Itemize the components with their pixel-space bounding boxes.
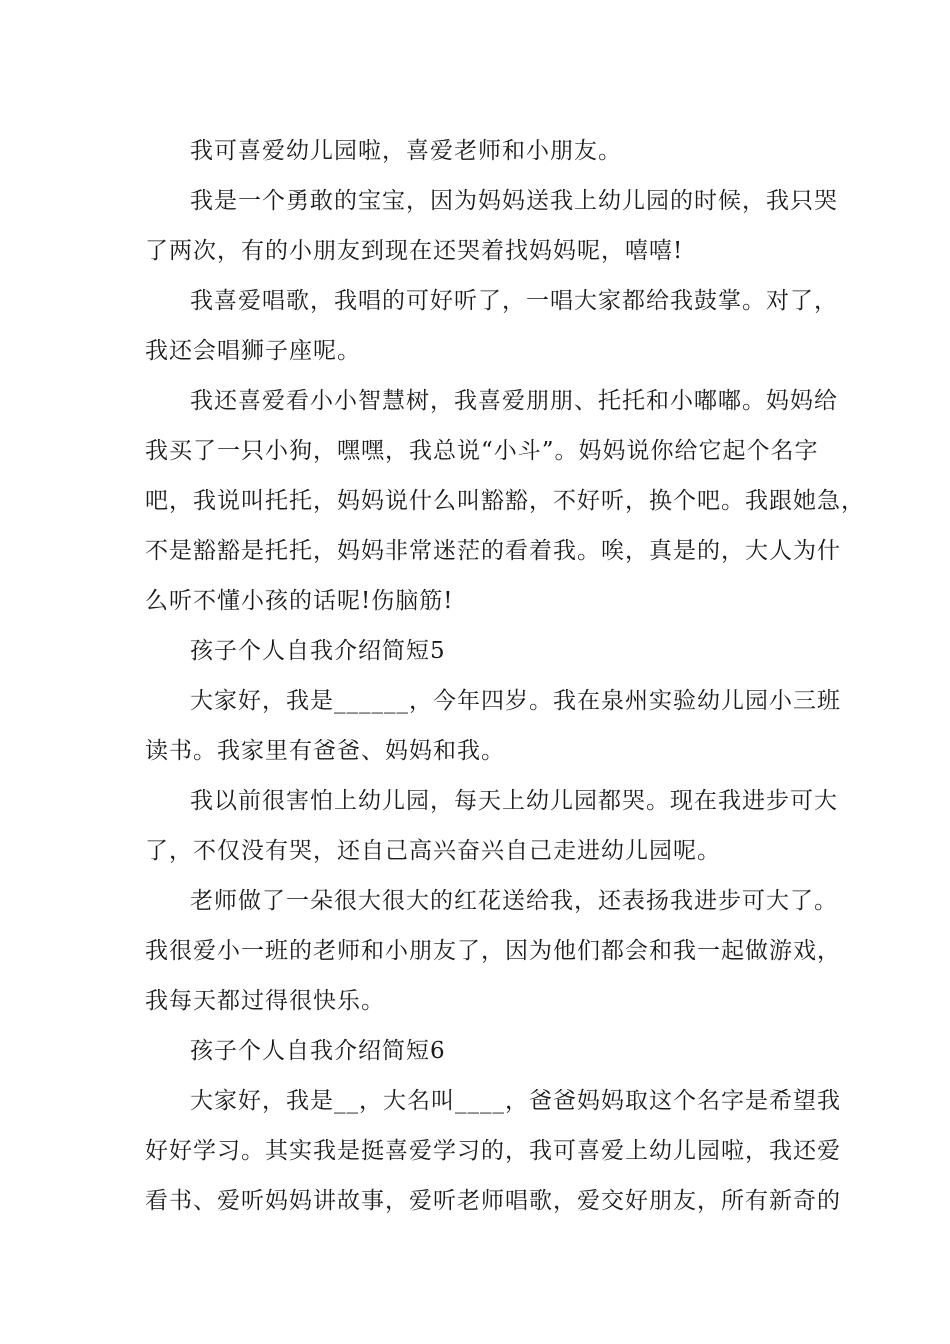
section-heading: 孩子个人自我介绍简短5 xyxy=(190,638,446,664)
paragraph-line: 我还会唱狮子座呢。 xyxy=(145,338,361,364)
paragraph-line: 我每天都过得很快乐。 xyxy=(145,988,385,1014)
paragraph-line: 了两次，有的小朋友到现在还哭着找妈妈呢，嘻嘻! xyxy=(145,238,684,264)
paragraph-line: 好好学习。其实我是挺喜爱学习的，我可喜爱上幼儿园啦，我还爱 xyxy=(145,1138,841,1164)
paragraph-line: 我以前很害怕上幼儿园，每天上幼儿园都哭。现在我进步可大 xyxy=(190,788,838,814)
paragraph-line: 我还喜爱看小小智慧树，我喜爱朋朋、托托和小嘟嘟。妈妈给 xyxy=(190,388,838,414)
paragraph-line: 我是一个勇敢的宝宝，因为妈妈送我上幼儿园的时候，我只哭 xyxy=(190,188,838,214)
section-heading: 孩子个人自我介绍简短6 xyxy=(190,1038,446,1064)
paragraph-line: 我喜爱唱歌，我唱的可好听了，一唱大家都给我鼓掌。对了， xyxy=(190,288,838,314)
paragraph-line: 大家好，我是__，大名叫____，爸爸妈妈取这个名字是希望我 xyxy=(190,1088,841,1114)
paragraph-line: 我可喜爱幼儿园啦，喜爱老师和小朋友。 xyxy=(190,138,622,164)
paragraph-line: 了，不仅没有哭，还自己高兴奋兴自己走进幼儿园呢。 xyxy=(145,838,721,864)
paragraph-line: 读书。我家里有爸爸、妈妈和我。 xyxy=(145,738,505,764)
paragraph-line: 不是豁豁是托托，妈妈非常迷茫的看着我。唉，真是的，大人为什 xyxy=(145,538,841,564)
paragraph-line: 吧，我说叫托托，妈妈说什么叫豁豁，不好听，换个吧。我跟她急， xyxy=(145,488,865,514)
paragraph-line: 大家好，我是______，今年四岁。我在泉州实验幼儿园小三班 xyxy=(190,688,841,714)
paragraph-line: 老师做了一朵很大很大的红花送给我，还表扬我进步可大了。 xyxy=(190,888,838,914)
paragraph-line: 看书、爱听妈妈讲故事，爱听老师唱歌，爱交好朋友，所有新奇的 xyxy=(145,1188,841,1214)
paragraph-line: 我很爱小一班的老师和小朋友了，因为他们都会和我一起做游戏， xyxy=(145,938,841,964)
paragraph-line: 么听不懂小孩的话呢!伤脑筋! xyxy=(145,588,454,614)
paragraph-line: 我买了一只小狗，嘿嘿，我总说“小斗”。妈妈说你给它起个名字 xyxy=(145,438,819,464)
